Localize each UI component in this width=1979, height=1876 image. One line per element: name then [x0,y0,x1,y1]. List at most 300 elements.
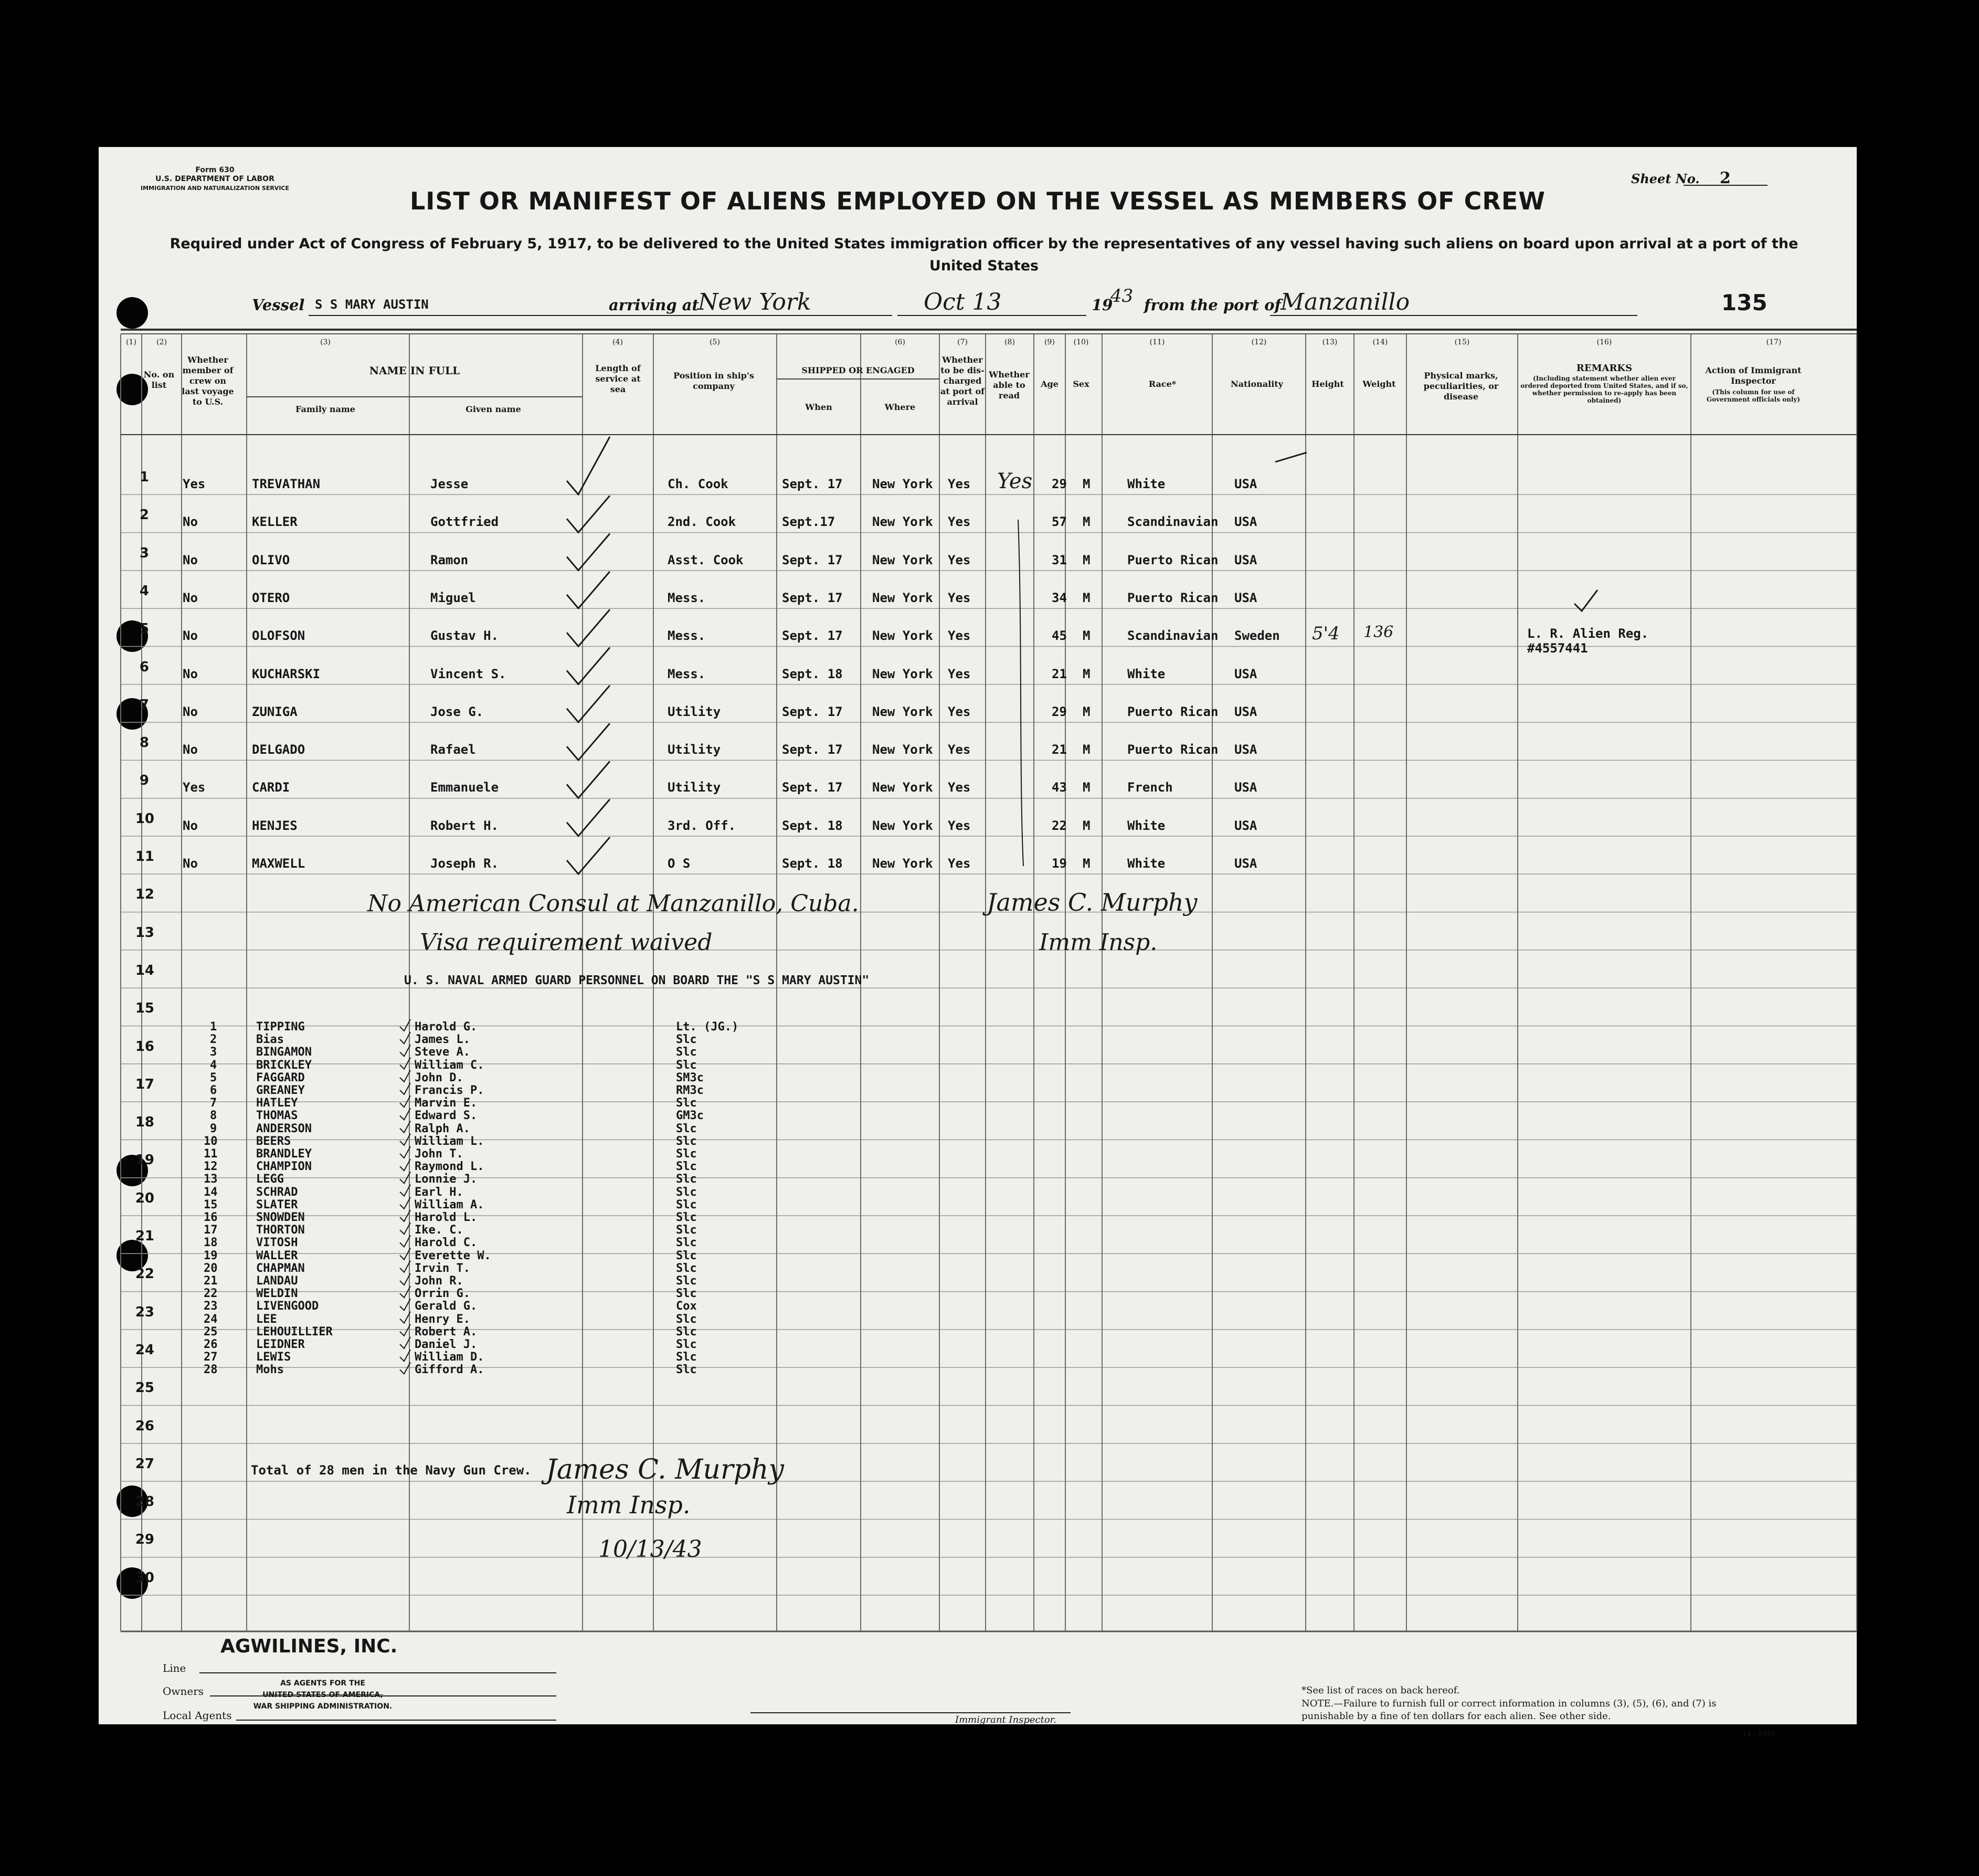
last-voyage: No [183,552,198,567]
sex: M [1083,590,1091,605]
header-physical-marks: Physical marks, peculiarities, or disease [1423,371,1499,402]
given-name: Rafael [430,742,476,757]
shipped-where: New York [872,742,933,757]
naval-family-name: SNOWDEN [256,1211,305,1224]
discharged: Yes [948,552,971,567]
row-number: 7 [139,697,149,713]
naval-rank: Slc [676,1287,697,1301]
naval-number: 8 [210,1109,217,1123]
naval-given-name: Harold C. [415,1236,478,1250]
column-number: (14) [1372,338,1388,346]
naval-number: 17 [204,1224,218,1237]
family-name: MAXWELL [252,856,305,871]
print-code: 14—1940 [1742,1730,1775,1738]
naval-rank: Slc [676,1160,697,1174]
family-name: KELLER [252,514,298,530]
naval-rank: Slc [676,1122,697,1135]
naval-rank: Slc [676,1097,697,1110]
nationality: USA [1234,477,1257,491]
length-of-service-check-icon [567,761,610,798]
header-weight: Weight [1362,379,1396,389]
column-number: (10) [1073,338,1089,346]
column-number: (6) [895,338,905,346]
naval-rank: Slc [676,1338,697,1351]
naval-given-name: Edward S. [415,1109,478,1123]
naval-number: 27 [204,1351,218,1364]
naval-rank: Slc [676,1211,697,1224]
naval-number: 22 [204,1287,218,1301]
position: Mess. [668,628,706,644]
naval-rank: Slc [676,1173,697,1186]
naval-number: 9 [210,1122,217,1135]
header-remarks: REMARKS [1576,363,1633,374]
naval-check-icon [400,1273,410,1285]
naval-number: 6 [210,1084,217,1097]
naval-number: 3 [210,1046,217,1059]
height: 5'4 [1312,623,1340,645]
column-number: (13) [1322,338,1338,346]
shipped-where: New York [872,704,933,719]
sex: M [1083,780,1091,795]
nationality: USA [1234,590,1257,605]
naval-check-icon [400,1235,410,1247]
naval-rank: Slc [676,1325,697,1339]
naval-family-name: LEE [256,1312,277,1326]
naval-check-icon [400,1108,410,1120]
fine-note: NOTE.—Failure to furnish full or correct information in columns (3), (5), (6), and (7) is punishable by a fine of ten dollars for each alien. See other side. [1301,1698,1717,1722]
naval-family-name: GREANEY [256,1084,305,1097]
inspector-title: Imm Insp. [1039,929,1158,956]
shipped-where: New York [872,780,933,795]
row-number: 21 [135,1228,154,1244]
length-of-service-check-icon [567,437,610,494]
final-signature-title: Imm Insp. [567,1491,691,1519]
length-of-service-check-icon [567,723,610,760]
naval-number: 5 [210,1071,217,1084]
agents-stamp [241,1678,404,1712]
shipped-where: New York [872,477,933,491]
given-name: Jesse [430,477,469,491]
sex: M [1083,552,1091,567]
column-number: (2) [156,338,167,346]
naval-number: 15 [204,1198,218,1211]
naval-number: 12 [204,1160,218,1174]
header-action-note: (This column for use of Government officials only) [1706,388,1801,403]
naval-rank: Slc [676,1274,697,1288]
naval-number: 13 [204,1173,218,1186]
from-port-label: from the port of [1144,296,1282,314]
last-voyage: No [183,742,198,757]
family-name: DELGADO [252,742,305,757]
page-title: LIST OR MANIFEST OF ALIENS EMPLOYED ON THE VESSEL AS MEMBERS OF CREW [409,187,1546,215]
shipped-when: Sept. 17 [782,780,843,795]
discharged: Yes [948,704,971,719]
row-number: 18 [135,1114,154,1131]
agents-line-3: WAR SHIPPING ADMINISTRATION. [253,1702,393,1711]
race: White [1127,666,1166,681]
owners-label: Owners [163,1685,204,1698]
naval-family-name: FAGGARD [256,1071,305,1084]
column-number: (15) [1454,338,1470,346]
row-number: 1 [139,469,149,485]
row-number: 23 [135,1304,154,1320]
naval-check-icon [400,1248,410,1260]
column-number: (8) [1004,338,1015,346]
position: Utility [668,742,721,757]
naval-given-name: Earl H. [415,1185,463,1199]
naval-check-icon [400,1019,410,1031]
length-of-service-check-icon [567,609,610,646]
position: O S [668,856,691,871]
sheet-number-label: Sheet No. 2 [1631,169,1731,187]
discharged: Yes [948,590,971,605]
naval-given-name: Henry E. [415,1312,470,1326]
nationality: Sweden [1234,628,1280,644]
race: Puerto Rican [1127,742,1219,757]
naval-family-name: LEWIS [256,1351,291,1364]
naval-given-name: Ike. C. [415,1224,463,1237]
naval-rank: Slc [676,1351,697,1364]
row-number: 14 [135,962,154,978]
last-voyage: No [183,704,198,719]
given-name: Gustav H. [430,628,499,644]
nationality: USA [1234,666,1257,681]
naval-number: 23 [204,1300,218,1313]
header-family-name: Family name [295,404,355,414]
naval-rank: Slc [676,1224,697,1237]
shipped-when: Sept. 17 [782,628,843,644]
discharged: Yes [948,666,971,681]
naval-given-name: Marvin E. [415,1097,478,1110]
arriving-label: arriving at [609,296,699,314]
naval-check-icon [400,1197,410,1209]
shipped-where: New York [872,856,933,871]
naval-family-name: SCHRAD [256,1185,298,1199]
row-number: 10 [135,810,154,827]
position: Utility [668,780,721,795]
naval-number: 21 [204,1274,218,1288]
discharged: Yes [948,742,971,757]
service-name: IMMIGRATION AND NATURALIZATION SERVICE [141,185,290,192]
naval-number: 14 [204,1185,218,1199]
sex: M [1083,477,1091,491]
naval-check-icon [400,1286,410,1298]
age: 43 [1052,780,1067,795]
header-length-service: Length of service at sea [595,363,641,394]
header-race: Race* [1148,379,1177,389]
header-when: When [805,402,832,412]
length-of-service-check-icon [567,496,610,532]
naval-rank: SM3c [676,1071,704,1084]
given-name: Gottfried [430,514,499,530]
naval-family-name: CHAPMAN [256,1261,305,1275]
row-number: 24 [135,1342,154,1358]
race: French [1127,780,1173,795]
naval-given-name: Gerald G. [415,1300,478,1313]
remarks-check-icon [1574,590,1597,611]
naval-family-name: HATLEY [256,1097,298,1110]
naval-check-icon [400,1095,410,1107]
race: Puerto Rican [1127,704,1219,719]
last-voyage: Yes [183,780,206,795]
naval-check-icon [400,1210,410,1221]
navy-total: Total of 28 men in the Navy Gun Crew. [251,1463,532,1478]
form-number: Form 630 [195,166,235,174]
race: Scandinavian [1127,628,1219,644]
header-sex: Sex [1073,379,1089,389]
shipped-where: New York [872,628,933,644]
column-number: (16) [1596,338,1612,346]
shipped-when: Sept. 17 [782,590,843,605]
row-number: 19 [135,1152,154,1168]
length-of-service-check-icon [567,648,610,684]
naval-family-name: ANDERSON [256,1122,312,1135]
row-number: 13 [135,924,154,941]
discharged: Yes [948,818,971,833]
row-number: 20 [135,1190,154,1206]
naval-family-name: VITOSH [256,1236,298,1250]
able-to-read: Yes [997,469,1033,493]
race: White [1127,477,1166,491]
naval-given-name: William D. [415,1351,484,1364]
arrival-year: 43 [1110,286,1134,307]
final-signature-date: 10/13/43 [598,1536,702,1563]
naval-number: 4 [210,1058,217,1072]
page-subtitle: Required under Act of Congress of February 5, 1917, to be delivered to the United States immigration officer by the representatives of any vessel having such aliens on board upon arrival at a port of the United States [170,236,1798,274]
naval-family-name: THORTON [256,1224,305,1237]
naval-check-icon [400,1134,410,1145]
row-number: 17 [135,1076,154,1092]
naval-rank: GM3c [676,1109,704,1123]
discharged: Yes [948,780,971,795]
naval-check-icon [400,1159,410,1171]
naval-given-name: John R. [415,1274,463,1288]
race: Puerto Rican [1127,590,1219,605]
length-of-service-check-icon [567,572,610,608]
visa-note: Visa requirement waived [420,929,713,956]
nationality: USA [1234,742,1257,757]
naval-family-name: TIPPING [256,1020,305,1034]
given-name: Joseph R. [430,856,499,871]
given-name: Robert H. [430,818,499,833]
given-name: Vincent S. [430,666,506,681]
naval-family-name: LEGG [256,1173,284,1186]
length-of-service-check-icon [567,837,610,874]
naval-guard-header: U. S. NAVAL ARMED GUARD PERSONNEL ON BOARD THE "S S MARY AUSTIN" [404,974,870,987]
naval-given-name: Francis P. [415,1084,484,1097]
naval-family-name: THOMAS [256,1109,298,1123]
naval-check-icon [400,1337,410,1348]
agents-line-2: UNITED STATES OF AMERICA, [262,1691,383,1699]
naval-family-name: Bias [256,1033,284,1047]
naval-number: 7 [210,1097,217,1110]
naval-check-icon [400,1070,410,1082]
age: 21 [1052,666,1067,681]
shipped-where: New York [872,514,933,530]
naval-rank: Slc [676,1058,697,1072]
inspector-signature: James C. Murphy [987,888,1198,916]
naval-number: 11 [204,1147,218,1161]
shipped-where: New York [872,666,933,681]
row-number: 3 [139,545,149,561]
naval-number: 19 [204,1249,218,1262]
column-number: (7) [957,338,968,346]
naval-rank: Slc [676,1134,697,1148]
header-discharged: Whether to be dis-charged at port of arrival [940,355,985,407]
remarks: L. R. Alien Reg. #4557441 [1527,626,1649,656]
arrival-date: Oct 13 [924,289,1002,315]
last-voyage: No [183,628,198,644]
shipped-when: Sept. 18 [782,856,843,871]
last-voyage: No [183,514,198,530]
header-nationality: Nationality [1231,379,1283,389]
row-number: 22 [135,1266,154,1282]
sex: M [1083,704,1091,719]
age: 45 [1052,628,1067,644]
header-able-read: Whether able to read [989,370,1030,401]
naval-given-name: Harold G. [415,1020,478,1034]
naval-check-icon [400,1172,410,1183]
naval-family-name: BINGAMON [256,1046,312,1059]
header-name-in-full: NAME IN FULL [369,364,460,377]
dash-mark-icon [1275,452,1307,462]
naval-given-name: Orrin G. [415,1287,470,1301]
line-label: Line [163,1662,186,1674]
discharged: Yes [948,628,971,644]
naval-rank: Slc [676,1261,697,1275]
row-number: 9 [139,773,149,789]
sex: M [1083,514,1091,530]
naval-number: 16 [204,1211,218,1224]
naval-number: 25 [204,1325,218,1339]
discharged: Yes [948,477,971,491]
naval-given-name: John T. [415,1147,463,1161]
naval-family-name: BEERS [256,1134,291,1148]
family-name: OTERO [252,590,290,605]
local-agents-label: Local Agents [163,1709,232,1722]
naval-family-name: LANDAU [256,1274,298,1288]
column-number: (3) [320,338,331,346]
last-voyage: No [183,856,198,871]
position: 3rd. Off. [668,818,736,833]
naval-check-icon [400,1185,410,1196]
sex: M [1083,742,1091,757]
column-number: (9) [1044,338,1055,346]
shipped-when: Sept. 17 [782,742,843,757]
weight: 136 [1363,623,1394,642]
naval-number: 24 [204,1312,218,1326]
family-name: CARDI [252,780,290,795]
naval-check-icon [400,1350,410,1361]
header-position: Position in ship's company [673,371,754,391]
shipped-where: New York [872,552,933,567]
naval-family-name: BRICKLEY [256,1058,312,1072]
arriving-port: New York [698,289,811,315]
row-number: 2 [139,507,149,523]
shipped-when: Sept.17 [782,514,835,530]
age: 19 [1052,856,1067,871]
naval-check-icon [400,1299,410,1310]
agents-line-1: AS AGENTS FOR THE [280,1679,365,1688]
naval-number: 2 [210,1033,217,1047]
shipped-when: Sept. 17 [782,477,843,491]
naval-check-icon [400,1121,410,1133]
header-age: Age [1041,379,1059,389]
family-name: KUCHARSKI [252,666,321,681]
year-prefix: 19 [1092,296,1113,314]
naval-check-icon [400,1362,410,1374]
naval-number: 28 [204,1363,218,1377]
shipped-when: Sept. 17 [782,552,843,567]
naval-check-icon [400,1083,410,1094]
naval-rank: Slc [676,1147,697,1161]
naval-family-name: CHAMPION [256,1160,312,1174]
vessel-name: S S MARY AUSTIN [315,297,429,312]
naval-family-name: LIVENGOOD [256,1300,319,1313]
read-column-line-icon [1018,520,1023,866]
from-port: Manzanillo [1280,289,1410,315]
age: 21 [1052,742,1067,757]
naval-rank: Slc [676,1046,697,1059]
given-name: Emmanuele [430,780,499,795]
column-number: (12) [1251,338,1267,346]
given-name: Ramon [430,552,469,567]
column-number: (11) [1149,338,1165,346]
naval-number: 10 [204,1134,218,1148]
naval-family-name: Mohs [256,1363,284,1377]
vessel-label: Vessel [252,296,305,314]
family-name: ZUNIGA [252,704,298,719]
header-remarks-note: (Including statement whether alien ever ordered deported from United States, and if so, whether permission to re-apply has been obtained) [1520,375,1688,404]
last-voyage: No [183,818,198,833]
naval-number: 1 [210,1020,217,1034]
position: Utility [668,704,721,719]
nationality: USA [1234,780,1257,795]
length-of-service-check-icon [567,686,610,722]
row-number: 15 [135,1000,154,1017]
race: White [1127,856,1166,871]
naval-given-name: Gifford A. [415,1363,484,1377]
nationality: USA [1234,552,1257,567]
row-number: 26 [135,1418,154,1434]
column-number: (17) [1766,338,1782,346]
row-number: 5 [139,621,149,637]
naval-family-name: SLATER [256,1198,298,1211]
header-given-name: Given name [465,404,521,414]
nationality: USA [1234,704,1257,719]
discharged: Yes [948,514,971,530]
length-of-service-check-icon [567,799,610,836]
row-number: 11 [135,849,154,865]
naval-check-icon [400,1032,410,1044]
age: 29 [1052,704,1067,719]
family-name: HENJES [252,818,298,833]
position: Mess. [668,590,706,605]
naval-given-name: Raymond L. [415,1160,484,1174]
department-name: U.S. DEPARTMENT OF LABOR [155,175,274,183]
position: 2nd. Cook [668,514,736,530]
last-voyage: No [183,666,198,681]
column-number: (4) [612,338,623,346]
header-shipped: SHIPPED OR ENGAGED [801,365,915,375]
given-name: Miguel [430,590,476,605]
nationality: USA [1234,856,1257,871]
age: 34 [1052,590,1067,605]
naval-check-icon [400,1146,410,1158]
age: 31 [1052,552,1067,567]
header-member-last-voyage: Whether member of crew on last voyage to U.S. [182,355,234,407]
column-number: (5) [710,338,720,346]
